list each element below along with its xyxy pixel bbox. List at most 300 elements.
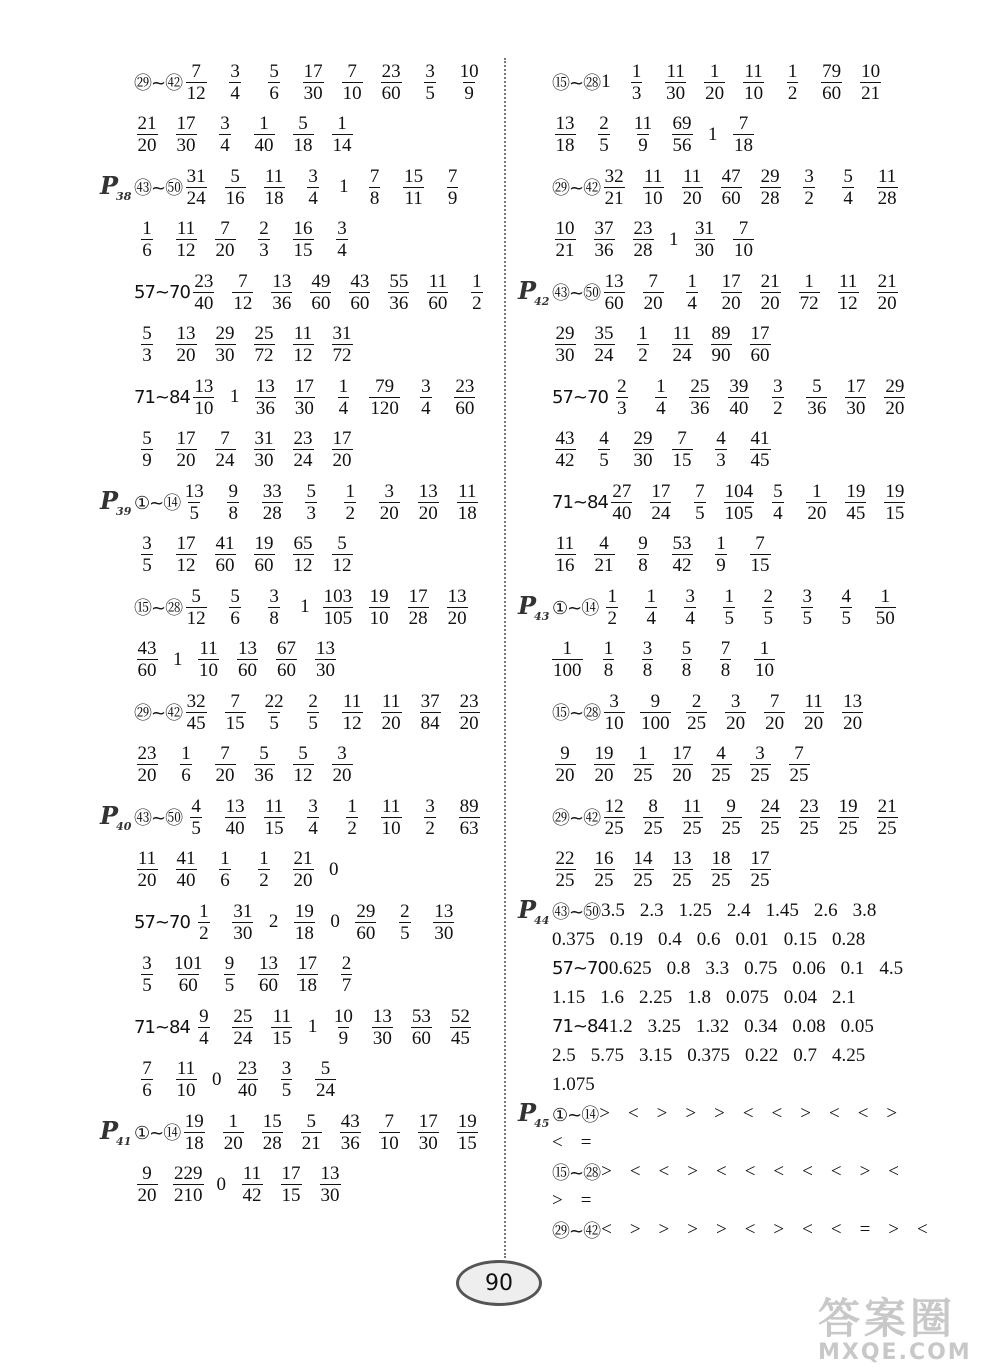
fraction-answer <box>786 743 812 786</box>
numerator: 19 <box>838 795 858 817</box>
denominator: 4 <box>656 397 666 419</box>
denominator: 12 <box>176 555 196 577</box>
answer-row <box>100 949 500 1002</box>
fraction-answer <box>843 376 869 419</box>
numerator: 37 <box>420 690 440 712</box>
denominator: 60 <box>750 345 770 367</box>
column-divider <box>504 58 506 1258</box>
question-range: ⑮~㉘ <box>552 1162 601 1184</box>
comparison-answer: < <box>658 1160 670 1182</box>
fraction-answer <box>300 691 326 734</box>
fraction-answer <box>251 428 277 471</box>
fraction-answer <box>173 428 199 471</box>
numerator: 69 <box>672 113 692 135</box>
fraction-answer <box>401 166 427 209</box>
comparison-answer: < <box>830 1218 842 1240</box>
numerator: 1 <box>709 60 720 82</box>
fraction-answer <box>134 953 160 996</box>
denominator: 30 <box>666 82 686 104</box>
fraction-answer <box>415 481 441 524</box>
denominator: 18 <box>293 135 313 157</box>
fraction-answer <box>251 218 277 261</box>
answer-row <box>518 1070 918 1099</box>
denominator: 10 <box>342 82 362 104</box>
number-answer: 0 <box>330 911 340 933</box>
numerator: 101 <box>174 953 203 975</box>
numerator: 5 <box>142 323 152 345</box>
numerator: 11 <box>176 218 196 240</box>
fraction-answer <box>804 481 830 524</box>
denominator: 2 <box>607 607 617 629</box>
numerator: 41 <box>750 428 770 450</box>
denominator: 9 <box>638 135 648 157</box>
fraction-answer <box>362 166 388 209</box>
denominator: 10 <box>643 187 663 209</box>
denominator: 40 <box>176 870 196 892</box>
denominator: 60 <box>381 82 401 104</box>
numerator: 43 <box>350 270 370 292</box>
answer-row <box>100 214 500 267</box>
numerator: 1 <box>220 848 230 870</box>
denominator: 2 <box>804 187 814 209</box>
denominator: 3 <box>142 345 152 367</box>
fraction-answer <box>687 481 713 524</box>
numerator: 11 <box>877 165 897 187</box>
page-label: $P_{43}$ <box>518 591 550 624</box>
numerator: 3 <box>730 690 741 712</box>
answer-row <box>518 1012 918 1041</box>
answer-row <box>100 109 500 162</box>
fraction-answer <box>552 428 578 471</box>
fraction-answer <box>762 691 788 734</box>
answer-row <box>518 1157 918 1186</box>
numerator: 11 <box>804 690 823 712</box>
denominator: 15 <box>272 1027 292 1049</box>
number-answer: 0.75 <box>744 957 778 979</box>
denominator: 10 <box>199 660 218 682</box>
fraction-answer <box>251 323 277 366</box>
number-answer: 1.15 <box>552 986 586 1008</box>
fraction-answer <box>843 481 869 524</box>
numerator: 3 <box>337 743 347 765</box>
numerator: 2 <box>259 218 269 240</box>
fraction-answer <box>173 743 199 786</box>
fraction-answer <box>366 586 392 629</box>
fraction-answer <box>648 376 674 419</box>
answer-row <box>100 1159 500 1212</box>
denominator: 12 <box>293 555 313 577</box>
fraction-answer <box>235 1058 261 1101</box>
numerator: 32 <box>186 690 206 712</box>
denominator: 20 <box>176 450 196 472</box>
numerator: 31 <box>186 165 206 187</box>
numerator: 15 <box>262 1110 282 1132</box>
denominator: 21 <box>604 187 624 209</box>
numerator: 13 <box>272 270 292 292</box>
numerator: 29 <box>215 323 235 345</box>
numerator: 22 <box>264 690 284 712</box>
numerator: 7 <box>769 690 780 712</box>
denominator: 25 <box>789 765 809 787</box>
fraction-answer <box>290 848 316 891</box>
numerator: 29 <box>356 900 376 922</box>
denominator: 4 <box>685 607 695 629</box>
number-answer: 0.08 <box>792 1015 826 1037</box>
numerator: 4 <box>716 428 726 450</box>
denominator: 20 <box>760 292 780 314</box>
denominator: 21 <box>555 240 575 262</box>
numerator: 17 <box>721 270 741 292</box>
comparison-answer: > <box>687 1218 698 1240</box>
denominator: 20 <box>137 135 157 157</box>
numerator: 11 <box>381 690 401 712</box>
number-answer: 3.3 <box>705 957 730 979</box>
page-number: 90 <box>456 1260 542 1306</box>
denominator: 60 <box>259 975 278 997</box>
fraction-answer <box>261 796 287 839</box>
fraction-answer <box>747 533 773 576</box>
fraction-answer <box>431 901 457 944</box>
denominator: 25 <box>633 765 653 787</box>
comparison-answer: = <box>859 1218 871 1240</box>
denominator: 25 <box>633 870 653 892</box>
page-label: $P_{38}$ <box>100 171 132 204</box>
answer-row <box>518 1128 918 1157</box>
fraction-answer <box>552 743 578 786</box>
fraction-answer <box>408 1006 434 1049</box>
fraction-answer <box>173 1058 199 1101</box>
answer-row <box>100 56 500 109</box>
fraction-answer <box>251 533 277 576</box>
fraction-answer <box>796 271 822 314</box>
numerator: 5 <box>843 165 853 187</box>
number-answer: 2.25 <box>639 986 673 1008</box>
numerator: 18 <box>711 848 731 870</box>
fraction-answer <box>444 586 470 629</box>
number-answer: 1 <box>669 228 679 250</box>
fraction-answer <box>669 323 695 366</box>
question-range: ㊸~㊿ <box>552 283 601 305</box>
numerator: 29 <box>885 375 905 397</box>
comparison-answer: > <box>888 1218 899 1240</box>
denominator: 15 <box>281 1185 301 1207</box>
numerator: 5 <box>320 1058 331 1080</box>
numerator: 3 <box>804 165 814 187</box>
fraction-answer <box>181 1111 207 1154</box>
denominator: 2 <box>259 870 269 892</box>
denominator: 45 <box>450 1027 470 1049</box>
numerator: 7 <box>755 533 765 555</box>
fraction-answer <box>212 323 238 366</box>
comparison-answer: < <box>552 1131 563 1153</box>
right-column <box>518 56 928 1244</box>
answer-row <box>518 791 918 844</box>
numerator: 24 <box>760 795 780 817</box>
comparison-answer: < <box>744 1160 756 1182</box>
fraction-answer <box>723 691 749 734</box>
fraction-answer <box>261 61 287 104</box>
fraction-answer <box>269 271 295 314</box>
numerator: 11 <box>672 323 692 345</box>
denominator: 3 <box>259 240 269 262</box>
question-range: ㊸~㊿ <box>134 808 183 830</box>
fraction-answer <box>417 691 443 734</box>
numerator: 5 <box>337 533 347 555</box>
page-label-number: 40 <box>116 820 132 834</box>
number-answer: 2.5 <box>552 1044 576 1066</box>
page-label: $P_{44}$ <box>518 894 550 927</box>
numerator: 11 <box>744 60 763 82</box>
numerator: 23 <box>381 60 401 82</box>
denominator: 25 <box>555 870 575 892</box>
question-range: 71~84 <box>552 491 608 513</box>
fraction-answer <box>290 743 316 786</box>
fraction-answer <box>369 1006 395 1049</box>
number-answer: 2.1 <box>832 986 856 1008</box>
numerator: 5 <box>812 375 822 397</box>
numerator: 4 <box>599 428 609 450</box>
comparison-answer: < <box>744 1218 756 1240</box>
numerator: 5 <box>259 743 269 765</box>
denominator: 12 <box>186 82 206 104</box>
numerator: 7 <box>738 113 749 135</box>
denominator: 84 <box>420 712 440 734</box>
denominator: 210 <box>174 1185 203 1207</box>
numerator: 1 <box>656 375 666 397</box>
number-answer: 0.28 <box>832 928 866 950</box>
number-answer: 0.05 <box>840 1015 874 1037</box>
fraction-answer <box>291 901 317 944</box>
fraction-answer <box>378 61 404 104</box>
fraction-answer <box>290 533 316 576</box>
watermark-text: 答案圈 <box>818 1294 957 1343</box>
fraction-answer <box>134 743 160 786</box>
numerator: 1 <box>638 743 648 765</box>
denominator: 8 <box>642 660 653 682</box>
fraction-answer <box>191 901 217 944</box>
numerator: 11 <box>643 165 663 187</box>
fraction-answer <box>183 61 209 104</box>
denominator: 28 <box>877 187 897 209</box>
numerator: 23 <box>293 428 313 450</box>
fraction-answer <box>173 113 199 156</box>
fraction-answer <box>452 376 478 419</box>
denominator: 2 <box>472 292 482 314</box>
answer-row <box>518 56 918 109</box>
denominator: 100 <box>553 660 582 682</box>
question-range: ㉙~㊷ <box>552 808 601 830</box>
fraction-answer <box>591 743 617 786</box>
fraction-answer <box>447 1006 473 1049</box>
fraction-answer <box>337 481 363 524</box>
denominator: 28 <box>760 187 780 209</box>
numerator: 5 <box>230 165 240 187</box>
question-range: ①~⑭ <box>552 1104 599 1126</box>
denominator: 20 <box>643 292 663 314</box>
numerator: 7 <box>369 165 380 187</box>
fraction-answer <box>386 271 412 314</box>
numerator: 1 <box>687 270 697 292</box>
numerator: 1 <box>338 375 349 397</box>
number-answer: 1 <box>708 123 718 145</box>
denominator: 30 <box>372 1027 392 1049</box>
answer-row <box>100 529 500 582</box>
comparison-answer: > <box>685 1102 697 1124</box>
denominator: 5 <box>599 450 609 472</box>
denominator: 6 <box>142 240 152 262</box>
numerator: 3 <box>337 218 347 240</box>
denominator: 10 <box>379 1132 399 1154</box>
denominator: 3 <box>617 397 627 419</box>
fraction-answer <box>300 166 326 209</box>
fraction-answer <box>425 271 451 314</box>
number-answer: 1.075 <box>552 1073 595 1095</box>
numerator: 52 <box>450 1005 470 1027</box>
answer-row <box>518 109 918 162</box>
numerator: 3 <box>802 585 812 607</box>
fraction-answer <box>337 1111 363 1154</box>
question-range: 57~70 <box>134 911 190 933</box>
denominator: 2 <box>345 502 355 524</box>
denominator: 4 <box>687 292 697 314</box>
number-answer: 1 <box>229 386 240 408</box>
fraction-answer <box>134 848 160 891</box>
numerator: 23 <box>194 270 214 292</box>
denominator: 72 <box>799 292 819 314</box>
denominator: 30 <box>254 450 274 472</box>
numerator: 13 <box>238 638 257 660</box>
fraction-answer <box>765 376 791 419</box>
numerator: 31 <box>254 428 274 450</box>
denominator: 42 <box>242 1185 262 1207</box>
numerator: 3 <box>773 375 783 397</box>
number-answer: 1.25 <box>678 899 712 921</box>
numerator: 13 <box>184 480 204 502</box>
number-answer: 1 <box>173 648 183 670</box>
comparison-answer: > <box>552 1189 563 1211</box>
fraction-answer <box>291 376 317 419</box>
numerator: 1 <box>181 743 191 765</box>
numerator: 3 <box>142 533 152 555</box>
comparison-answer: > <box>714 1102 725 1124</box>
numerator: 5 <box>230 585 240 607</box>
fraction-answer <box>376 1111 402 1154</box>
numerator: 89 <box>459 795 479 817</box>
denominator: 20 <box>885 397 905 419</box>
denominator: 4 <box>773 502 783 524</box>
denominator: 45 <box>186 712 206 734</box>
numerator: 5 <box>306 480 316 502</box>
fraction-answer <box>191 271 217 314</box>
denominator: 8 <box>228 502 238 524</box>
denominator: 5 <box>189 502 199 524</box>
question-range: 57~70 <box>134 281 190 303</box>
numerator: 7 <box>677 428 687 450</box>
numerator: 16 <box>594 848 614 870</box>
number-answer: 0.8 <box>666 957 691 979</box>
fraction-answer <box>591 218 617 261</box>
numerator: 11 <box>272 1005 292 1027</box>
comparison-answer: < <box>857 1102 869 1124</box>
numerator: 21 <box>293 848 313 870</box>
numerator: 13 <box>447 585 467 607</box>
denominator: 10 <box>755 660 774 682</box>
denominator: 6 <box>142 1080 152 1102</box>
fraction-answer <box>134 1058 160 1101</box>
answer-row <box>100 319 500 372</box>
denominator: 3 <box>306 502 316 524</box>
numerator: 19 <box>369 585 389 607</box>
answer-row <box>100 791 500 844</box>
answer-row <box>518 739 918 792</box>
numerator: 13 <box>316 638 335 660</box>
fraction-answer <box>308 271 334 314</box>
denominator: 42 <box>555 450 575 472</box>
fraction-answer <box>417 796 443 839</box>
fraction-answer <box>679 796 705 839</box>
fraction-answer <box>640 796 666 839</box>
denominator: 36 <box>807 397 827 419</box>
denominator: 40 <box>225 817 245 839</box>
numerator: 17 <box>303 60 323 82</box>
numerator: 17 <box>332 428 352 450</box>
numerator: 19 <box>594 743 614 765</box>
fraction-answer <box>624 61 650 104</box>
fraction-answer <box>765 481 791 524</box>
numerator: 3 <box>685 585 695 607</box>
numerator: 1 <box>812 480 822 502</box>
denominator: 20 <box>705 82 725 104</box>
denominator: 24 <box>594 345 614 367</box>
numerator: 19 <box>457 1110 477 1132</box>
denominator: 10 <box>744 82 764 104</box>
numerator: 3 <box>609 690 619 712</box>
numerator: 22 <box>555 848 575 870</box>
numerator: 19 <box>254 533 274 555</box>
answer-row <box>100 476 500 529</box>
fraction-answer <box>713 638 739 681</box>
numerator: 3 <box>384 480 394 502</box>
denominator: 20 <box>459 712 479 734</box>
denominator: 36 <box>690 397 710 419</box>
fraction-answer <box>630 113 656 156</box>
denominator: 18 <box>457 502 477 524</box>
denominator: 20 <box>594 765 614 787</box>
numerator: 13 <box>259 953 278 975</box>
fraction-answer <box>191 1006 217 1049</box>
fraction-answer <box>261 691 287 734</box>
fraction-answer <box>274 1058 300 1101</box>
denominator: 4 <box>308 187 318 209</box>
page-label: $P_{42}$ <box>518 276 550 309</box>
fraction-answer <box>256 953 282 996</box>
numerator: 23 <box>459 690 479 712</box>
numerator: 13 <box>372 1005 392 1027</box>
denominator: 60 <box>455 397 475 419</box>
fraction-answer <box>677 586 703 629</box>
denominator: 20 <box>137 1185 157 1207</box>
answer-row <box>518 529 918 582</box>
number-answer: 1.6 <box>600 986 624 1008</box>
denominator: 3 <box>716 450 726 472</box>
denominator: 12 <box>293 765 313 787</box>
numerator: 55 <box>389 270 409 292</box>
numerator: 7 <box>220 218 230 240</box>
denominator: 30 <box>320 1185 340 1207</box>
fraction-answer <box>134 1163 160 1206</box>
numerator: 103 <box>323 585 353 607</box>
numerator: 5 <box>298 743 308 765</box>
